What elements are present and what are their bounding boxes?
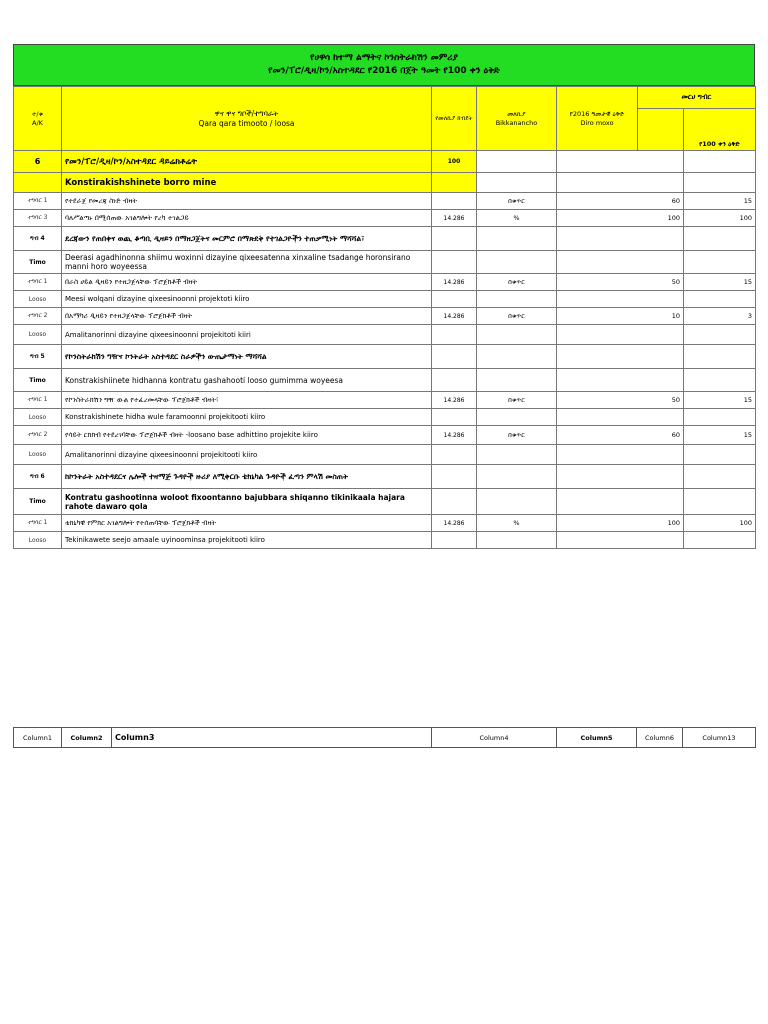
- row-weight: 14.286: [432, 308, 477, 325]
- row-unit: [477, 291, 557, 308]
- row-100day-plan: 15: [684, 193, 756, 210]
- table-row: [14, 426, 756, 445]
- row-activity: በአማካሪ ዲዛይን የተዘጋጀላቸው ፕሮጀክቶች ብዛት: [62, 308, 432, 325]
- header-title-2: የመን/ፐሮ/ዲዛ/ኮን/አስተዳደር የ2016 በጀት ዓመት የ100 ቀን ዕቅድ: [268, 66, 500, 76]
- footer-column-label: Column6: [637, 728, 683, 748]
- row-annual-plan: 50: [557, 392, 684, 409]
- row-activity: ቴክኒካዊ የምክር አገልግሎት የተሰጠባቸው ፕሮጀክቶች ብዛት: [62, 515, 432, 532]
- table-row: [14, 193, 756, 210]
- row-annual-plan: [557, 465, 684, 489]
- row-activity: ከኮንትራት አስተዳደርና ሌሎች ተዛማጅ ጉዳዮች ዙሪያ ለሚቀርቡ ቴክኒካል ጉዳዮች ፈጣን ምላሽ መስጠት: [62, 465, 432, 489]
- row-100day-plan: [684, 227, 756, 251]
- row-weight: [432, 369, 477, 392]
- row-number: Looso: [14, 532, 62, 549]
- row-weight: 14.286: [432, 274, 477, 291]
- table-row: [14, 532, 756, 549]
- row-activity: Konstrakishinete hidha wule faramoonni projekitooti kiiro: [62, 409, 432, 426]
- table-row: [14, 173, 756, 193]
- row-unit: %: [477, 515, 557, 532]
- row-100day-plan: 15: [684, 426, 756, 445]
- footer-column-label: Column2: [62, 728, 112, 748]
- col-header-activity: [62, 87, 432, 151]
- row-activity: Konstrakishiinete hidhanna kontratu gashahooti looso gumimma woyeesa: [62, 369, 432, 392]
- table-row: [14, 151, 756, 173]
- row-number: ግብ 6: [14, 465, 62, 489]
- table-row: [14, 325, 756, 345]
- table-row: [14, 489, 756, 515]
- row-annual-plan: [557, 227, 684, 251]
- table-row: [14, 291, 756, 308]
- row-unit: በቁጥር: [477, 308, 557, 325]
- table-header-row-1: [14, 87, 756, 109]
- footer-columns-row: [14, 728, 756, 748]
- row-weight: [432, 465, 477, 489]
- row-annual-plan: 100: [557, 515, 684, 532]
- row-unit: [477, 345, 557, 369]
- row-activity: Deerasi agadhinonna shiimu woxinni dizayine qixeesatenna xinxaline tsadange horonsirano manni horo woyeessa: [62, 251, 432, 274]
- row-annual-plan: [557, 325, 684, 345]
- table-row: [14, 274, 756, 291]
- row-100day-plan: [684, 445, 756, 465]
- row-annual-plan: [557, 173, 684, 193]
- row-activity: ባለሥልጣኑ በሚሰጠው አገልግሎት የረካ ተገልጋይ: [62, 210, 432, 227]
- row-unit: [477, 445, 557, 465]
- row-number: ተግባር 2: [14, 426, 62, 445]
- row-annual-plan: 60: [557, 193, 684, 210]
- row-weight: 14.286: [432, 426, 477, 445]
- row-annual-plan: [557, 151, 684, 173]
- row-number: Looso: [14, 445, 62, 465]
- col-annual-sublabel: Diro moxo: [580, 119, 614, 127]
- table-row: [14, 392, 756, 409]
- row-weight: [432, 489, 477, 515]
- row-number: ተግባር 1: [14, 193, 62, 210]
- row-number: ተግባር 2: [14, 308, 62, 325]
- row-weight: [432, 173, 477, 193]
- col-header-annual: [557, 87, 638, 151]
- row-unit: በቁጥር: [477, 392, 557, 409]
- row-weight: [432, 251, 477, 274]
- row-number: ግብ 4: [14, 227, 62, 251]
- row-activity: የተደራጀ የመረጃ ስነድ ብዛት: [62, 193, 432, 210]
- row-activity: ደረጃውን የጠበቀና ወጪ ቆጣቢ ዲዛይን በማዘጋጀትና መርምሮ በማጽደቅ የተገልጋዮችን ተጠቃሚነት ማሻሻል፣: [62, 227, 432, 251]
- row-unit: [477, 251, 557, 274]
- row-annual-plan: 100: [557, 210, 684, 227]
- table-row: [14, 210, 756, 227]
- row-activity: የመን/ፐሮ/ዲዛ/ኮን/አስተዳደር ዳይሬክቶሬት: [62, 151, 432, 173]
- row-100day-plan: 100: [684, 515, 756, 532]
- plan-table: [13, 86, 756, 549]
- col-header-blank: [638, 109, 684, 151]
- row-100day-plan: [684, 251, 756, 274]
- footer-column-label: Column13: [683, 728, 756, 748]
- table-row: [14, 445, 756, 465]
- row-number: ተግባር 1: [14, 392, 62, 409]
- row-annual-plan: [557, 291, 684, 308]
- col-unit-sublabel: Bikkanancho: [495, 119, 538, 127]
- col-header-period: መርሀ ግብር: [638, 87, 756, 109]
- table-row: [14, 308, 756, 325]
- footer-column-label: Column5: [557, 728, 637, 748]
- row-100day-plan: [684, 465, 756, 489]
- col-unit-label: መለኪያ: [507, 110, 526, 118]
- table-row: [14, 369, 756, 392]
- row-activity: Amalitanorinni dizayine qixeesinoonni projekitoti kiiri: [62, 325, 432, 345]
- col-header-weight: የመለኪያ ክብደት: [432, 87, 477, 151]
- row-number: [14, 173, 62, 193]
- col-header-unit: [477, 87, 557, 151]
- row-number: ተግባር 1: [14, 274, 62, 291]
- row-weight: 14.286: [432, 515, 477, 532]
- row-weight: 14.286: [432, 210, 477, 227]
- row-annual-plan: [557, 445, 684, 465]
- row-100day-plan: [684, 325, 756, 345]
- row-number: Timo: [14, 251, 62, 274]
- row-annual-plan: [557, 489, 684, 515]
- report-header: [13, 44, 755, 86]
- col-no-label: ተ/ቁ: [32, 110, 43, 118]
- row-unit: [477, 325, 557, 345]
- col-activity-label: ዋና ዋና ግቦች/ተግባራት: [214, 109, 279, 118]
- col-header-100day: የ100 ቀን ዕቅድ: [684, 109, 756, 151]
- row-activity: Amalitanorinni dizayine qixeesinoonni projekitooti kiiro: [62, 445, 432, 465]
- row-unit: %: [477, 210, 557, 227]
- row-100day-plan: [684, 532, 756, 549]
- row-weight: [432, 291, 477, 308]
- row-activity: የሳይት ርክክብ የተደረገባቸው ፕሮጀክቶች ብዛት -loosano base adhittino projekite kiiro: [62, 426, 432, 445]
- row-activity: Kontratu gashootinna woloot fixoontanno bajubbara shiqanno tikinikaala hajara rahote dawaro qola: [62, 489, 432, 515]
- row-100day-plan: 15: [684, 392, 756, 409]
- row-100day-plan: [684, 369, 756, 392]
- row-number: Looso: [14, 291, 62, 308]
- row-unit: [477, 532, 557, 549]
- row-unit: [477, 465, 557, 489]
- row-annual-plan: 60: [557, 426, 684, 445]
- table-row: [14, 465, 756, 489]
- col-header-no: [14, 87, 62, 151]
- row-unit: [477, 409, 557, 426]
- row-unit: በቁጥር: [477, 274, 557, 291]
- row-100day-plan: [684, 291, 756, 308]
- row-annual-plan: [557, 409, 684, 426]
- row-unit: [477, 173, 557, 193]
- row-number: Looso: [14, 409, 62, 426]
- row-weight: [432, 345, 477, 369]
- header-title-1: የሀዋሳ ከተማ ልማትና ኮንስትራክሽን መምሪያ: [310, 53, 458, 63]
- row-100day-plan: 15: [684, 274, 756, 291]
- row-100day-plan: [684, 345, 756, 369]
- footer-columns-table: [13, 727, 756, 748]
- row-activity: በራስ ሀይል ዲዛይን የተዘጋጀላቸው ፕሮጀክቶች ብዛት: [62, 274, 432, 291]
- row-annual-plan: [557, 369, 684, 392]
- table-row: [14, 227, 756, 251]
- row-weight: [432, 409, 477, 426]
- row-activity: Meesi wolqani dizayine qixeesinoonni projektoti kiiro: [62, 291, 432, 308]
- row-number: ተግባር 3: [14, 210, 62, 227]
- row-100day-plan: [684, 173, 756, 193]
- row-weight: [432, 445, 477, 465]
- row-weight: [432, 193, 477, 210]
- row-unit: በቁጥር: [477, 193, 557, 210]
- row-100day-plan: 3: [684, 308, 756, 325]
- footer-column-label: Column4: [432, 728, 557, 748]
- row-number: Timo: [14, 489, 62, 515]
- col-no-sublabel: A/K: [32, 119, 43, 127]
- footer-column-label: Column1: [14, 728, 62, 748]
- row-weight: 100: [432, 151, 477, 173]
- table-row: [14, 409, 756, 426]
- table-row: [14, 251, 756, 274]
- row-unit: [477, 489, 557, 515]
- row-number: ግብ 5: [14, 345, 62, 369]
- table-row: [14, 345, 756, 369]
- row-activity: Tekinikawete seejo amaale uyinoominsa projekitooti kiiro: [62, 532, 432, 549]
- row-annual-plan: [557, 251, 684, 274]
- row-weight: 14.286: [432, 392, 477, 409]
- row-unit: [477, 227, 557, 251]
- row-unit: [477, 151, 557, 173]
- footer-column-label: Column3: [112, 728, 432, 748]
- table-row: [14, 515, 756, 532]
- row-weight: [432, 532, 477, 549]
- row-100day-plan: [684, 409, 756, 426]
- row-weight: [432, 325, 477, 345]
- row-100day-plan: 100: [684, 210, 756, 227]
- row-number: ተግባር 1: [14, 515, 62, 532]
- col-annual-label: የ2016 ዓመታዊ ዕቅድ: [569, 110, 625, 118]
- row-100day-plan: [684, 151, 756, 173]
- row-activity: የኮንስትራክሽን ግዥና ኮንትራት አስተዳደር ስራዎችን ውጤታማነት ማሻሻል: [62, 345, 432, 369]
- col-activity-sublabel: Qara qara timooto / loosa: [198, 119, 295, 128]
- row-annual-plan: [557, 532, 684, 549]
- row-unit: በቁጥር: [477, 426, 557, 445]
- row-weight: [432, 227, 477, 251]
- row-number: Timo: [14, 369, 62, 392]
- row-unit: [477, 369, 557, 392]
- row-activity: የኮንስትራክሽን ግዥ ውል የተፈረመላቸው ፕሮጀክቶች ብዛት፣: [62, 392, 432, 409]
- row-annual-plan: [557, 345, 684, 369]
- row-number: 6: [14, 151, 62, 173]
- row-activity: Konstirakishshinete borro mine: [62, 173, 432, 193]
- row-annual-plan: 50: [557, 274, 684, 291]
- row-number: Looso: [14, 325, 62, 345]
- row-annual-plan: 10: [557, 308, 684, 325]
- row-100day-plan: [684, 489, 756, 515]
